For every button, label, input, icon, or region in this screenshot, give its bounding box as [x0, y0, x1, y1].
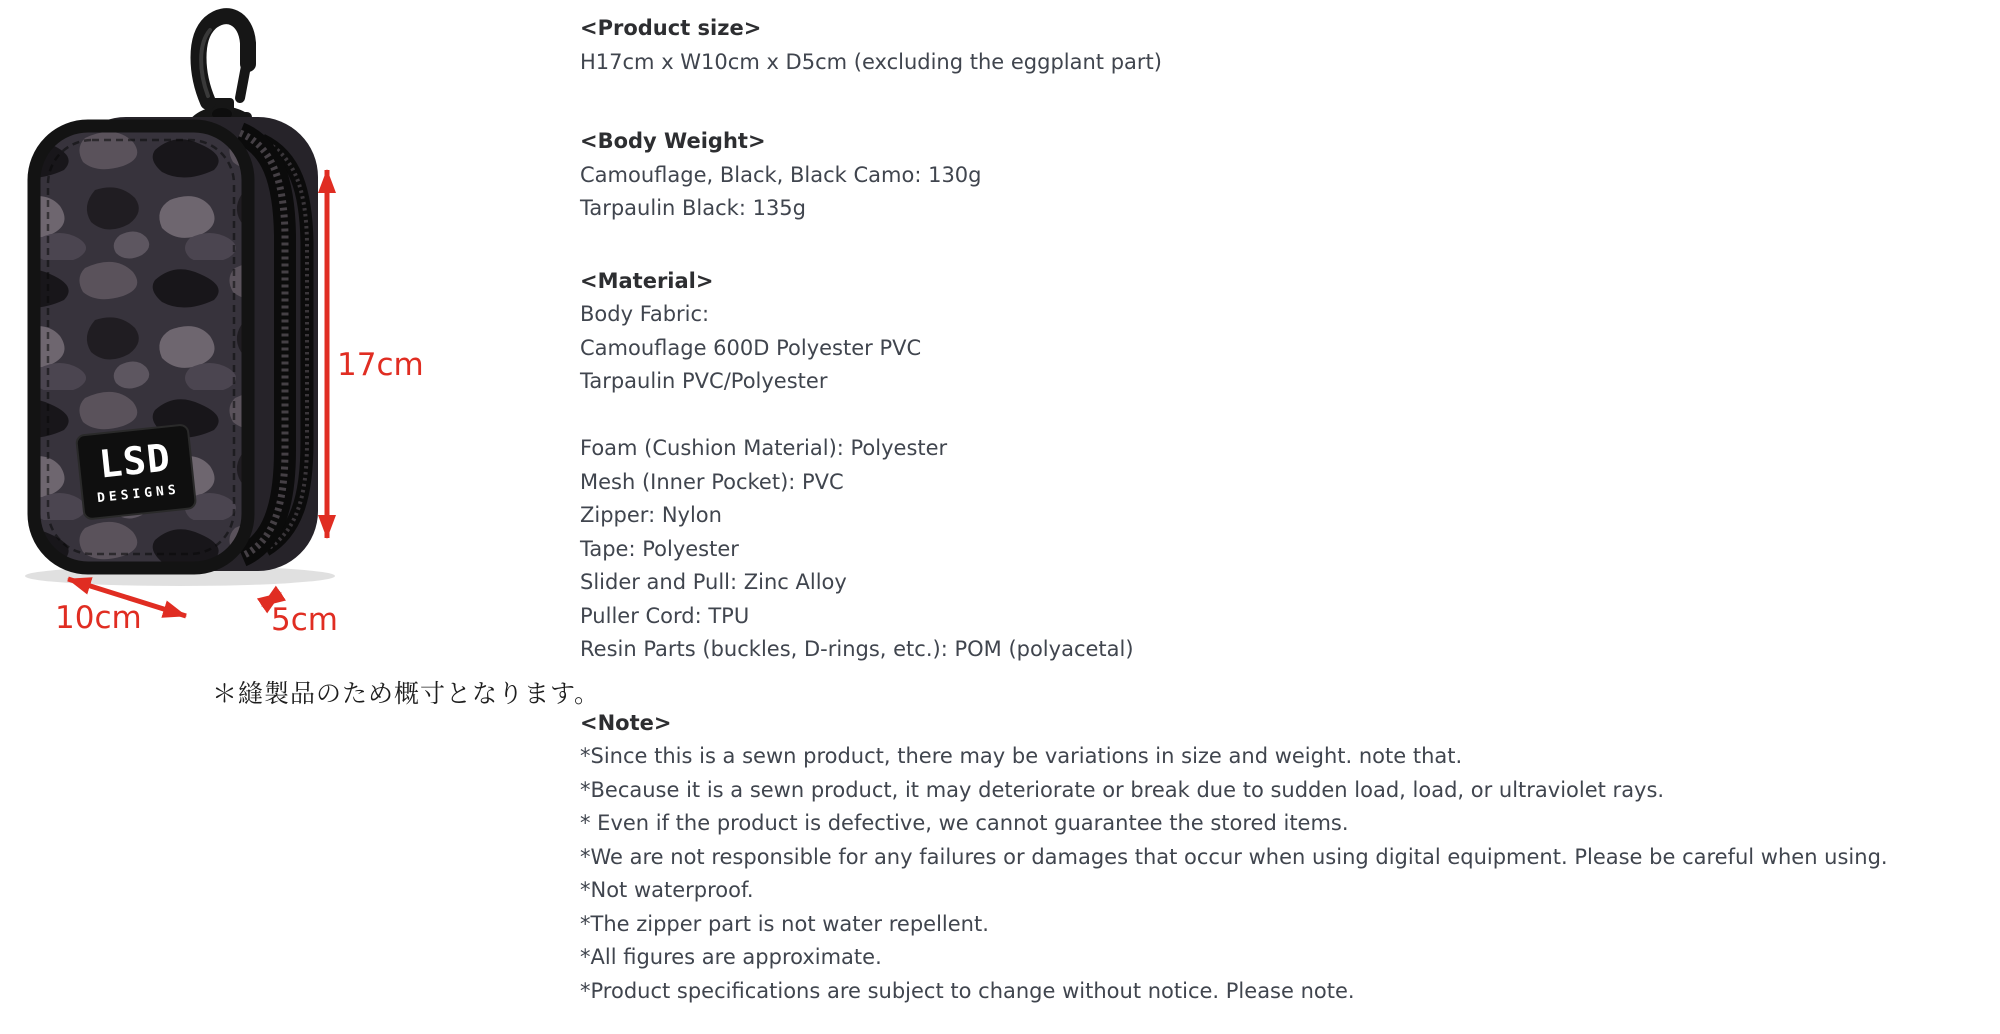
note-line: *Because it is a sewn product, it may deteriorate or break due to sudden load, load, or ultraviolet rays. [580, 777, 1665, 802]
note-heading: <Note> [580, 710, 672, 735]
spec-line: Zipper: Nylon [580, 503, 722, 527]
height-label: 17cm [337, 347, 424, 383]
approx-note: ＊縫製品のため概寸となります。 [212, 679, 601, 708]
note-line: * Even if the product is defective, we cannot guarantee the stored items. [580, 811, 1349, 835]
note-line: *Not waterproof. [580, 878, 754, 902]
note-line: *All figures are approximate. [580, 945, 882, 969]
spacer [580, 399, 2000, 433]
spec-line: Tarpaulin PVC/Polyester [580, 369, 828, 393]
note-line: *The zipper part is not water repellent. [580, 911, 989, 936]
logo-text-lsd: LSD [97, 435, 173, 487]
pouch-illustration [0, 0, 565, 665]
section-product-size [580, 12, 2000, 79]
width-label: 10cm [55, 600, 142, 636]
body-weight-heading: <Body Weight> [580, 129, 766, 153]
logo-text-designs: DESIGNS [96, 482, 181, 507]
section-body-weight [580, 125, 2000, 226]
spec-line: Puller Cord: TPU [580, 603, 750, 628]
spec-line: Slider and Pull: Zinc Alloy [580, 570, 847, 594]
material-heading: <Material> [580, 268, 714, 293]
height-dimension [327, 170, 424, 538]
note-line: *We are not responsible for any failures or damages that occur when using digital equipment. Please be careful when using. [580, 844, 1888, 869]
spec-line: Tarpaulin Black: 135g [580, 196, 806, 220]
spec-line: Camouflage 600D Polyester PVC [580, 335, 922, 360]
spec-line: H17cm x W10cm x D5cm (excluding the eggplant part) [580, 49, 1162, 74]
note-line: *Product specifications are subject to change without notice. Please note. [580, 978, 1355, 1003]
spec-line: Camouflage, Black, Black Camo: 130g [580, 162, 982, 187]
depth-label: 5cm [271, 602, 338, 638]
width-dimension [55, 579, 186, 636]
spec-text-column [580, 12, 2000, 1008]
logo-patch [76, 424, 196, 519]
spec-line: Body Fabric: [580, 302, 710, 326]
spec-line: Mesh (Inner Pocket): PVC [580, 469, 844, 494]
depth-dimension [262, 593, 338, 638]
product-size-heading: <Product size> [580, 16, 762, 40]
spec-line: Resin Parts (buckles, D-rings, etc.): POM (polyacetal) [580, 637, 1134, 661]
section-material [580, 265, 2000, 667]
spec-line: Foam (Cushion Material): Polyester [580, 436, 948, 460]
spec-line: Tape: Polyester [580, 536, 739, 561]
note-line: *Since this is a sewn product, there may be variations in size and weight. note that. [580, 744, 1463, 768]
section-note [580, 707, 2000, 1009]
product-figure [0, 0, 565, 665]
